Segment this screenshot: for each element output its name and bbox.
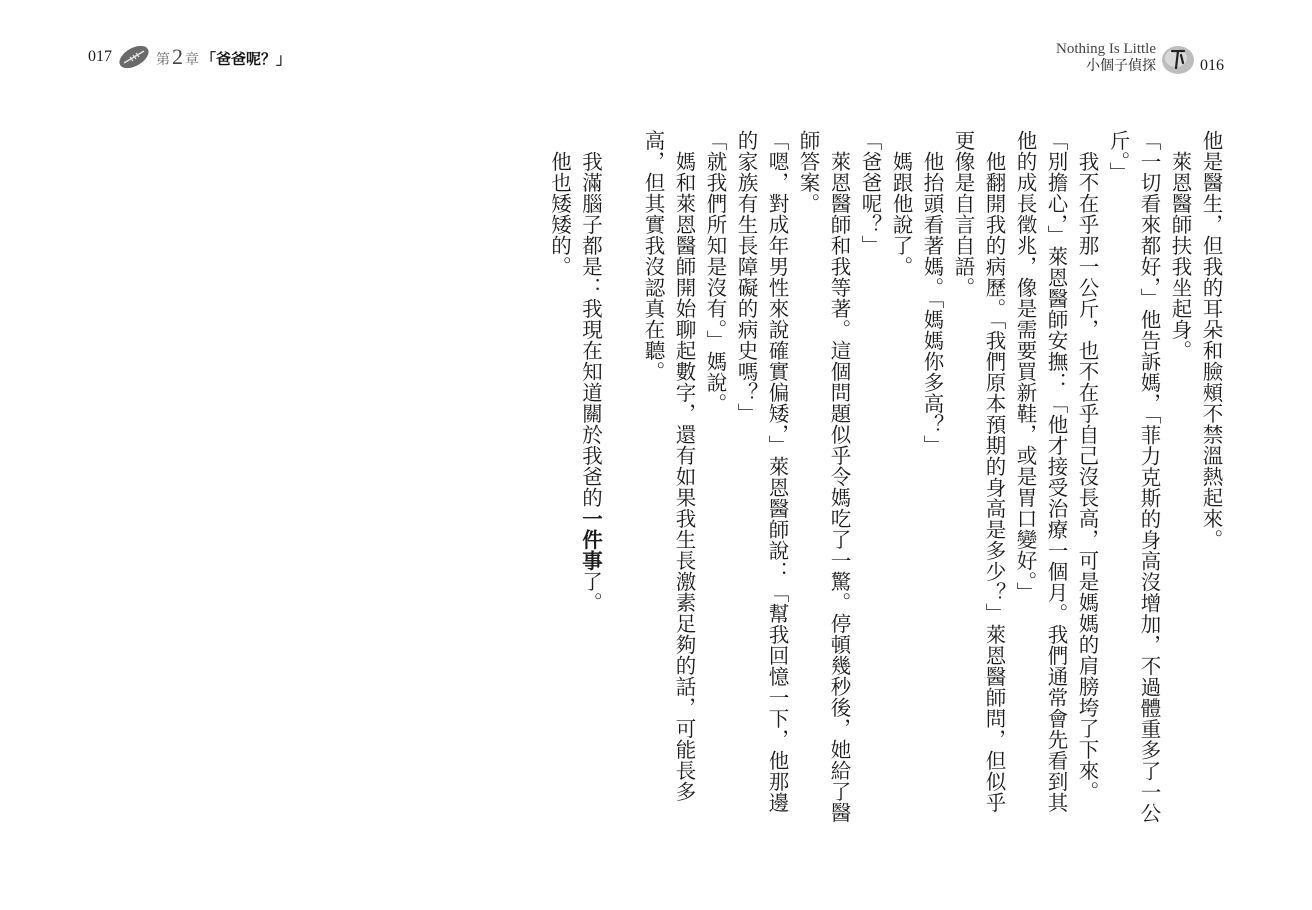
paragraph: 媽和萊恩醫師開始聊起數字，還有如果我生長激素足夠的話，可能長多高，但其實我沒認真在聽。 — [641, 130, 696, 802]
paragraph-with-emphasis — [575, 130, 606, 830]
paragraph: 「就我們所知是沒有。」媽說。 — [703, 130, 727, 414]
right-page-header — [1056, 38, 1224, 76]
right-page-number: 016 — [1200, 57, 1224, 74]
series-title-zh: 小個子偵探 — [1086, 57, 1156, 74]
paragraph: 萊恩醫師扶我坐起身。 — [1168, 130, 1192, 361]
paragraph: 他是醫生，但我的耳朵和臉頰不禁溫熱起來。 — [1199, 130, 1223, 550]
paragraph: 萊恩醫師和我等著。這個問題似乎令媽吃了一驚。停頓幾秒後，她給了醫師答案。 — [796, 130, 851, 823]
paragraph: 他抬頭看著媽。「媽媽你多高？」 — [920, 130, 944, 456]
emphasized-word: 一件事 — [578, 508, 603, 571]
vertical-body-text — [466, 130, 1226, 830]
left-page-header — [88, 44, 291, 70]
paragraph: 「嗯，對成年男性來說確實偏矮，」萊恩醫師說：「幫我回憶一下，他那邊的家族有生長障礙的病史嗎？」 — [734, 130, 789, 813]
series-title — [1056, 40, 1156, 75]
chapter-number: 2 — [172, 44, 183, 69]
paragraph: 「別擔心，」萊恩醫師安撫：「他才接受治療一個月。我們通常會先看到其他的成長徵兆，像是需要買新鞋，或是胃口變好。」 — [1013, 130, 1068, 813]
chapter-title: 「爸爸呢？」 — [201, 50, 292, 68]
football-icon — [116, 44, 152, 70]
left-page-number: 017 — [88, 48, 112, 65]
detective-logo-icon — [1160, 44, 1196, 76]
paragraph-text: 我滿腦子都是：我現在知道關於我爸的 — [578, 130, 603, 508]
paragraph: 他翻開我的病歷。「我們原本預期的身高是多少？」萊恩醫師問，但似乎更像是自言自語。 — [951, 130, 1006, 813]
paragraph: 「爸爸呢？」 — [858, 130, 882, 256]
chapter-label — [156, 44, 291, 70]
paragraph: 媽跟他說了。 — [889, 130, 913, 277]
chapter-suffix: 章 — [185, 52, 199, 68]
paragraph: 我不在乎那一公斤，也不在乎自己沒長高，可是媽媽的肩膀垮了下來。 — [1075, 130, 1099, 802]
paragraph: 他也矮矮的。 — [547, 130, 572, 277]
chapter-prefix: 第 — [156, 52, 170, 68]
series-title-en: Nothing Is Little — [1056, 40, 1156, 57]
paragraph: 「一切看來都好，」他告訴媽，「菲力克斯的身高沒增加，不過體重多了一公斤。」 — [1106, 130, 1161, 824]
paragraph-tail: 了。 — [578, 571, 603, 613]
paragraph-spacer — [606, 130, 638, 830]
